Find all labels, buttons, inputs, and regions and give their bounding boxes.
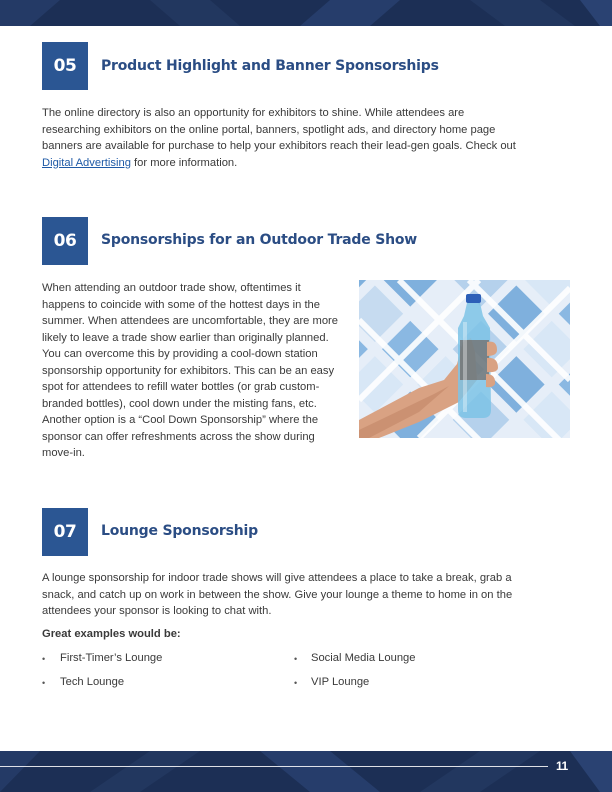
- section-number-badge: 05: [42, 42, 88, 90]
- bullet-icon: •: [294, 654, 298, 664]
- list-item: Tech Lounge: [60, 676, 125, 688]
- water-bottle-photo: [359, 280, 570, 438]
- hand-holding-water-bottle-image: [359, 280, 570, 438]
- examples-heading: Great examples would be:: [42, 628, 181, 640]
- section-body-text: The online directory is also an opportunity for exhibitors to shine. While attendees are researching exhibitors on the online portal, banners, spotlight ads, and directory home page banners are available for purchase to help your exhibitors reach their lead-gen goals. Check out: [42, 107, 516, 152]
- page-number: 11: [556, 759, 568, 773]
- footer-band: [0, 751, 612, 792]
- bullet-icon: •: [294, 678, 298, 688]
- section-body: [42, 105, 522, 171]
- section-body: When attending an outdoor trade show, oftentimes it happens to coincide with some of the hottest days in the summer. When attendees are uncomfortable, they are more likely to leave a trade show earlier than originally planned. You can overcome this by providing a cool-down station sponsorship opportunity for exhibitors. This can be an easy spot for attendees to refill water bottles (or grab custom-branded bottles), cool down under the misting fans, etc. Another option is a “Cool Down Sponsorship” where the sponsor can offer refreshments across the show during move-in.: [42, 282, 338, 459]
- section-title: Product Highlight and Banner Sponsorships: [101, 58, 439, 74]
- header-band: [0, 0, 612, 26]
- section-body: A lounge sponsorship for indoor trade shows will give attendees a place to take a break, grab a snack, and catch up on work in between the show. Give your lounge a theme to home in on the attendees your sponsor is looking to chat with.: [42, 572, 513, 617]
- list-item: First-Timer’s Lounge: [60, 652, 163, 664]
- bullet-icon: •: [42, 678, 46, 688]
- section-body-text-end: for more information.: [130, 156, 238, 169]
- list-item: VIP Lounge: [311, 676, 370, 688]
- list-item: Social Media Lounge: [311, 652, 416, 664]
- section-number-badge: 06: [42, 217, 88, 265]
- digital-advertising-link[interactable]: Digital Advertising: [42, 156, 131, 169]
- section-title: Sponsorships for an Outdoor Trade Show: [101, 232, 417, 248]
- footer-rule: [0, 766, 548, 767]
- footer-pattern: [0, 751, 612, 792]
- section-title: Lounge Sponsorship: [101, 523, 258, 539]
- bullet-icon: •: [42, 654, 46, 664]
- header-pattern: [0, 0, 612, 26]
- section-number-badge: 07: [42, 508, 88, 556]
